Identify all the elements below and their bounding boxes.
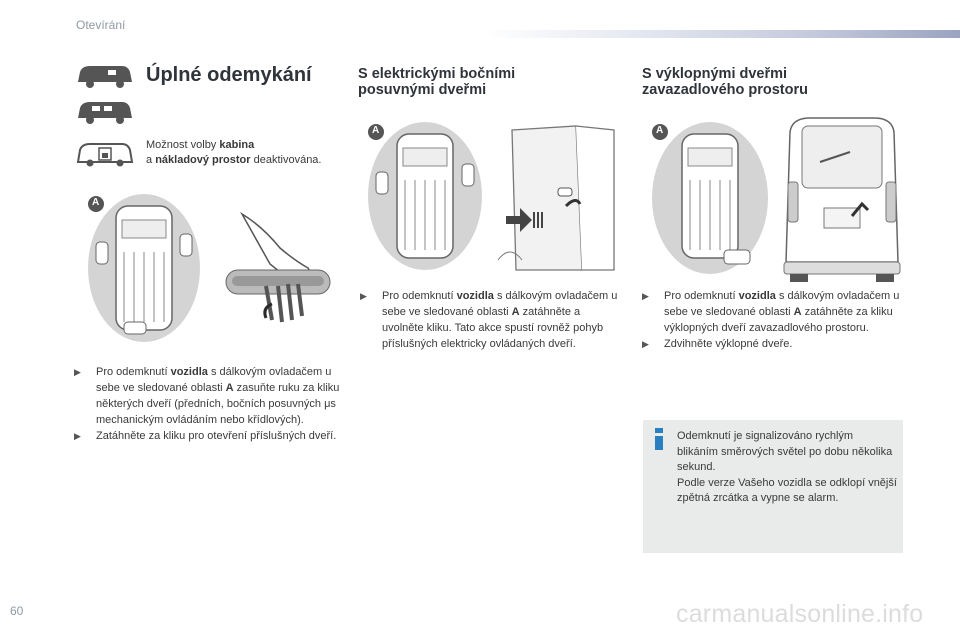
full-unlock-instructions bbox=[74, 364, 344, 444]
arrow-bullet-icon: ▶ bbox=[74, 367, 81, 377]
arrow-bullet-icon: ▶ bbox=[360, 291, 367, 301]
tailgate-instructions bbox=[642, 288, 904, 352]
instruction-item: ▶ Zdvihněte výklopné dveře. bbox=[642, 338, 793, 350]
option-note: Možnost volby kabina a nákladový prostor deaktivována. bbox=[146, 139, 322, 166]
page-number: 60 bbox=[10, 604, 24, 618]
section-title-sliding-doors: S elektrickými bočními posuvnými dveřmi bbox=[358, 66, 516, 98]
zone-diagram-tailgate bbox=[648, 120, 772, 276]
arrow-bullet-icon: ▶ bbox=[642, 291, 649, 301]
info-text bbox=[677, 429, 897, 507]
zone-label-a: A bbox=[656, 125, 664, 136]
chapter-title: Otevírání bbox=[76, 18, 126, 32]
van-cab-icon bbox=[74, 62, 136, 90]
info-box bbox=[643, 420, 903, 553]
section-title-tailgate: S výklopnými dveřmi zavazadlového prostoru bbox=[642, 66, 808, 98]
cargo-lock-icon bbox=[74, 140, 136, 168]
hand-pull-handle-illustration bbox=[222, 208, 334, 326]
zone-label-a: A bbox=[92, 197, 100, 208]
instruction-item: ▶ Pro odemknutí vozidla s dálkovým ovladačem u sebe ve sledované oblasti A zatáhněte a uvolněte kliku. Tato akce spustí rovněž pohyb příslušných elektricky ovládaných dveří. bbox=[360, 290, 618, 350]
instruction-item: ▶ Pro odemknutí vozidla s dálkovým ovladačem u sebe ve sledované oblasti A zatáhněte za kliku výklopných dveří zavazadlového prostoru. bbox=[642, 290, 900, 334]
sliding-door-illustration bbox=[496, 120, 618, 276]
arrow-bullet-icon: ▶ bbox=[642, 339, 649, 349]
zone-diagram-full bbox=[84, 192, 204, 344]
instruction-item: ▶ Pro odemknutí vozidla s dálkovým ovladačem u sebe ve sledované oblasti A zasuňte ruku za kliku některých dveří (předních, bočních posuvných μs mechanickým ovládáním nebo křídlových). bbox=[74, 366, 340, 426]
header-gradient-bar bbox=[480, 30, 960, 38]
arrow-bullet-icon: ▶ bbox=[74, 431, 81, 441]
zone-diagram-sliding bbox=[364, 120, 486, 272]
section-title-full-unlock: Úplné odemykání bbox=[146, 64, 312, 86]
watermark: carmanualsonline.info bbox=[676, 600, 924, 628]
van-cargo-icon bbox=[74, 98, 136, 126]
zone-label-a: A bbox=[372, 125, 380, 136]
info-icon bbox=[651, 428, 667, 450]
info-paragraph-mirrors: Podle verze Vašeho vozidla se odklopí vnější zpětná zrcátka a vypne se alarm. bbox=[677, 476, 897, 505]
sliding-instructions bbox=[360, 288, 622, 352]
info-paragraph-signal: Odemknutí je signalizováno rychlým blikáním směrových světel po dobu několika sekund. bbox=[677, 430, 893, 474]
instruction-item: ▶ Zatáhněte za kliku pro otevření příslušných dveří. bbox=[74, 430, 337, 442]
tailgate-illustration bbox=[780, 112, 904, 284]
